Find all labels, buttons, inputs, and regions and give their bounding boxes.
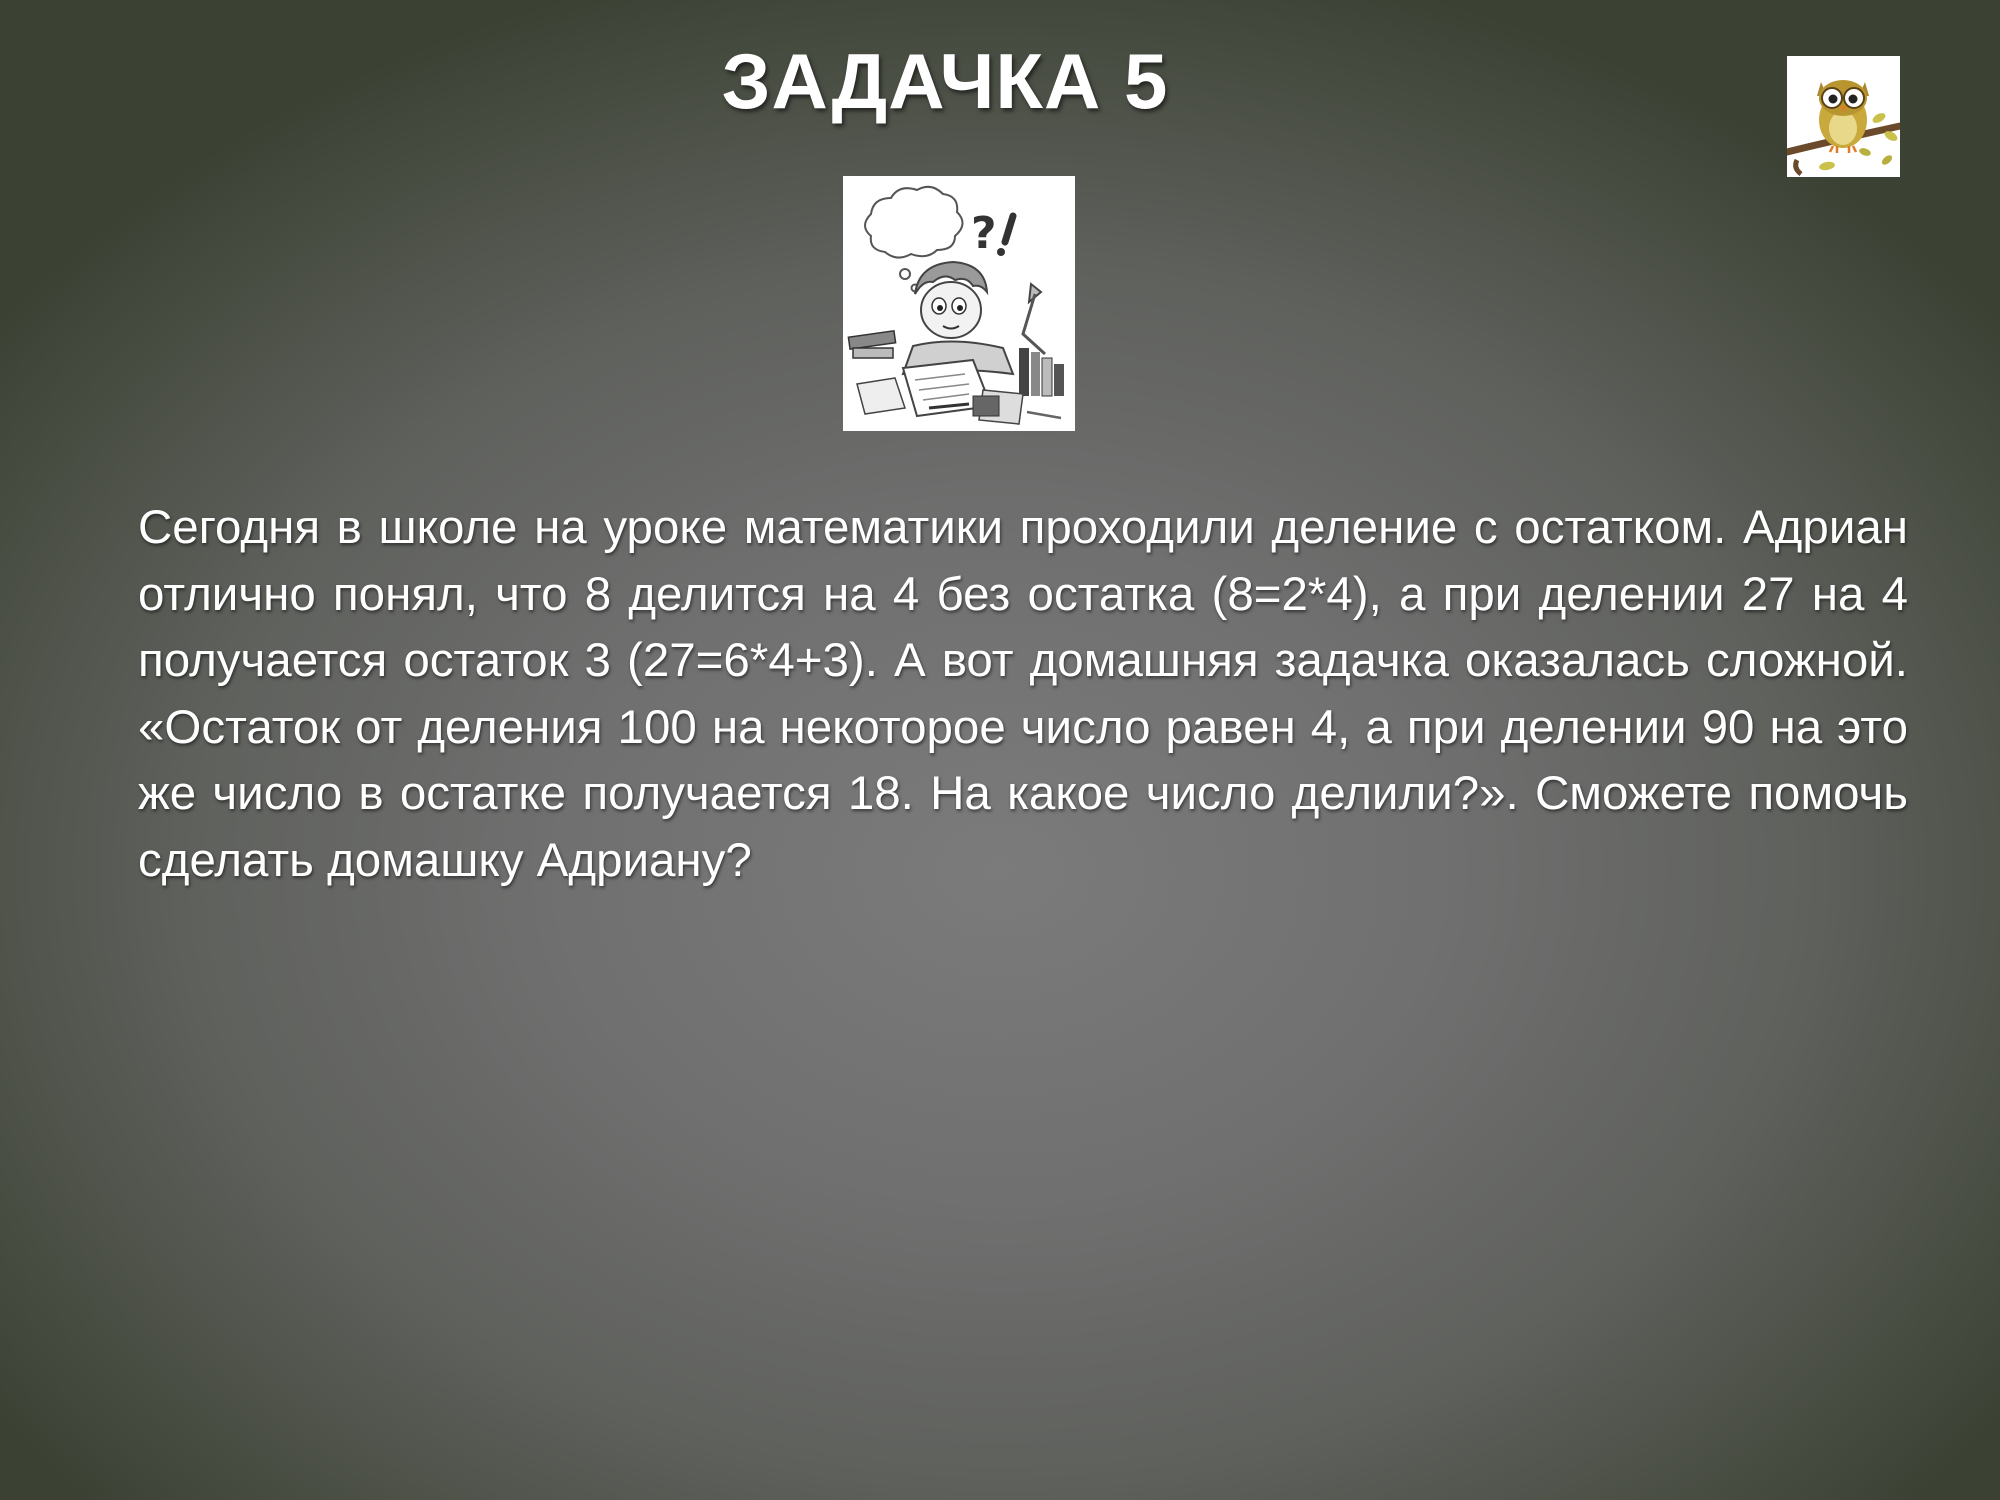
slide-title: ЗАДАЧКА 5 [721,37,1169,125]
owl-icon [1787,56,1900,177]
svg-text:?: ? [971,208,997,259]
boy-thinking-illustration [843,176,1075,431]
task-text: Сегодня в школе на уроке математики проходили деление с остатком. Адриан отлично понял, что 8 делится на 4 без остатка (8=2*4), а при делении 27 на 4 получается остаток 3 (27=6*4+3). А вот домашняя задачка оказалась сложной. «Остаток от деления 100 на некоторое число равен 4, а при делении 90 на это же число в остатке получается 18. На какое число делили?». Сможете помочь сделать домашку Адриану? [138,501,1908,887]
